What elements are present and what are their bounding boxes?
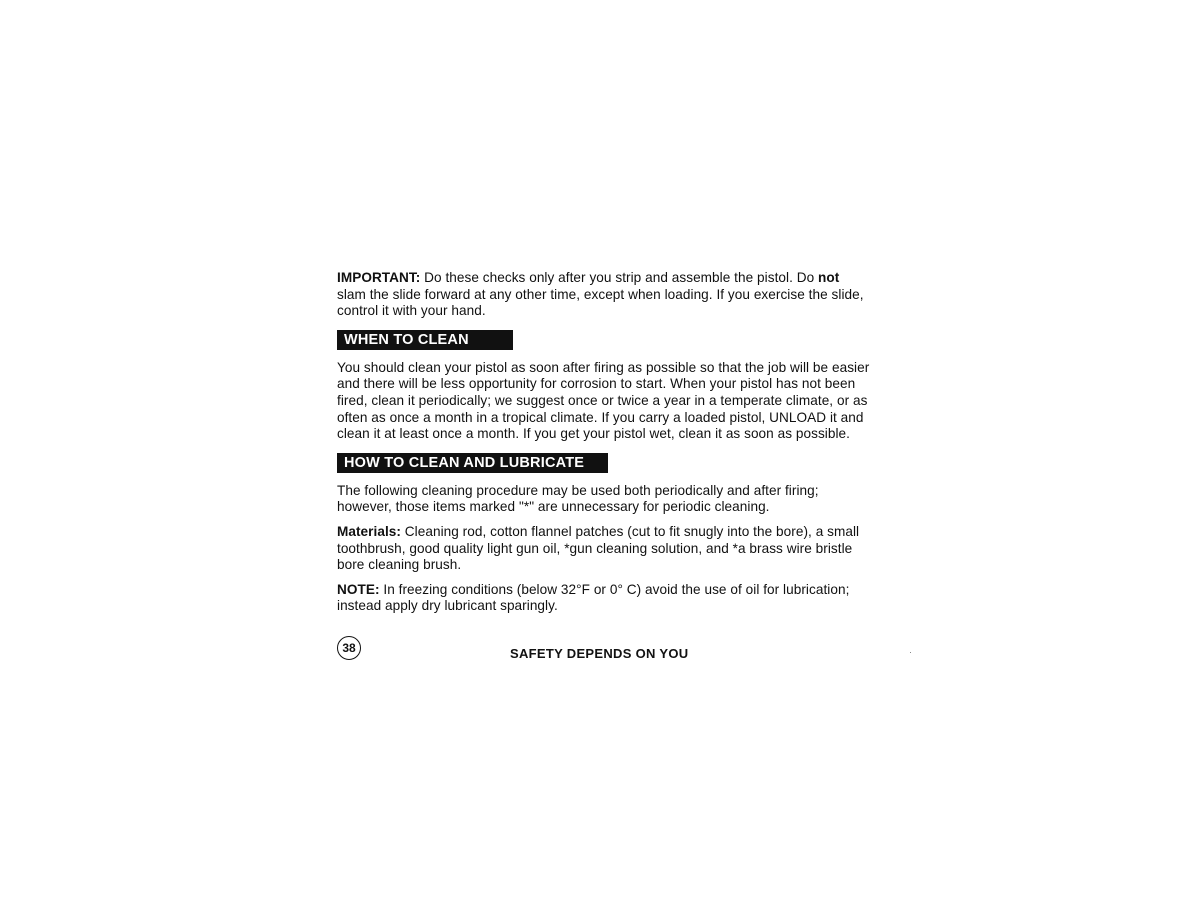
- important-text-1: Do these checks only after you strip and assemble the pistol. Do: [420, 270, 819, 285]
- important-emphasis: not: [818, 270, 840, 285]
- page-number-badge: 38: [337, 636, 361, 660]
- how-to-clean-heading: HOW TO CLEAN AND LUBRICATE: [337, 453, 608, 473]
- footer-title: SAFETY DEPENDS ON YOU: [510, 646, 689, 661]
- how-to-clean-body: The following cleaning procedure may be used both periodically and after firing; however, those items marked "*" are unnecessary for periodic cleaning.: [337, 482, 819, 515]
- note-paragraph: [337, 582, 872, 615]
- materials-paragraph: [337, 524, 872, 574]
- when-to-clean-body: You should clean your pistol as soon after firing as possible so that the job will be easier and there will be less opportunity for corrosion to start. When your pistol has not been fired, clean it periodically; we suggest once or twice a year in a temperate climate, or as often as once a month in a tropical climate. If you carry a loaded pistol, UNLOAD it and clean it at least once a month. If you get your pistol wet, clean it as soon as possible.: [337, 359, 870, 442]
- note-text: In freezing conditions (below 32°F or 0° C) avoid the use of oil for lubrication; instead apply dry lubricant sparingly.: [337, 581, 850, 614]
- scan-speck: [910, 652, 911, 653]
- important-label: IMPORTANT:: [337, 270, 421, 285]
- important-paragraph: [337, 270, 872, 320]
- materials-text: Cleaning rod, cotton flannel patches (cut to fit snugly into the bore), a small toothbrush, good quality light gun oil, *gun cleaning solution, and *a brass wire bristle bore cleaning brush.: [337, 523, 860, 573]
- note-label: NOTE:: [337, 581, 380, 597]
- materials-label: Materials:: [337, 523, 401, 539]
- page-content: [337, 270, 872, 615]
- when-to-clean-heading: WHEN TO CLEAN: [337, 330, 513, 350]
- page-footer: [337, 636, 872, 662]
- important-text-2: slam the slide forward at any other time, except when loading. If you exercise the slide, control it with your hand.: [337, 286, 864, 319]
